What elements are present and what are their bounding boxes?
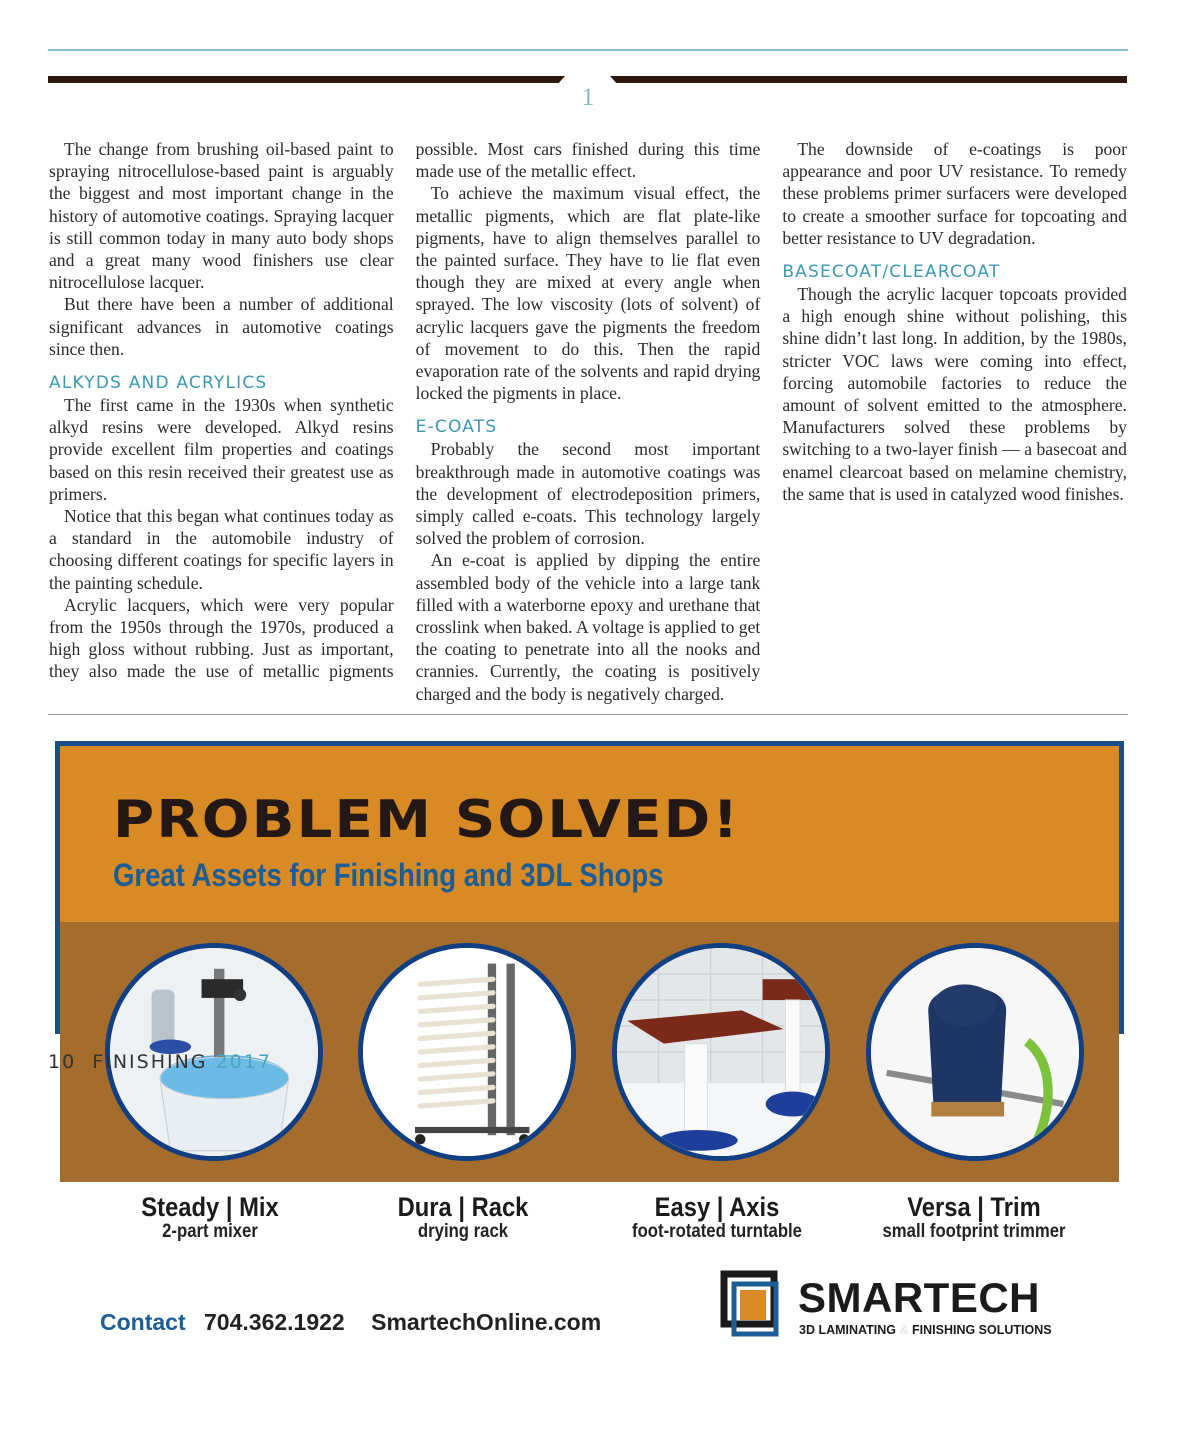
footer-magazine: FINISHING <box>92 1051 208 1073</box>
dura-rack-photo <box>358 943 576 1161</box>
footer-page-number: 10 <box>48 1051 77 1073</box>
product-desc: small footprint trimmer <box>882 1221 1066 1242</box>
contact-website[interactable]: SmartechOnline.com <box>371 1309 602 1335</box>
header-bar-left <box>48 76 565 83</box>
section-divider <box>48 714 1128 715</box>
product-versa-trim <box>854 1192 1094 1243</box>
section-heading: BASECOAT/CLEARCOAT <box>782 262 1001 283</box>
article-paragraph: Acrylic lacquers, which were very popular from the 1950s through the 1970s, produced a high gloss without rubbing. Just as important, they also made the use of metallic pigments possible. Most cars finished during this time made use of the metallic effect. <box>49 139 761 682</box>
contact-phone[interactable]: 704.362.1922 <box>204 1309 345 1335</box>
product-name: Versa | Trim <box>907 1192 1041 1222</box>
article-body <box>49 138 1127 708</box>
ad-headline: PROBLEM SOLVED! <box>113 790 741 850</box>
product-easy-axis <box>597 1192 837 1243</box>
versa-trim-photo <box>866 943 1084 1161</box>
contact-label: Contact <box>100 1309 186 1335</box>
product-steady-mix <box>90 1192 330 1243</box>
logo-tagline-amp: & <box>899 1323 909 1337</box>
logo-wordmark: SMARTECH <box>798 1274 1040 1321</box>
logo-tagline <box>799 1323 1052 1337</box>
product-name: Dura | Rack <box>397 1192 529 1222</box>
page-footer <box>48 1051 272 1073</box>
article-paragraph: The change from brushing oil-based paint to spraying nitrocellulose-based paint is arguably the biggest and most important change in the history of automotive coatings. Spraying lacquer is still common today in many auto body shops and a great many wood finishers use clear nitrocellulose lacquer. <box>49 139 394 293</box>
product-desc: drying rack <box>417 1221 509 1242</box>
article-paragraph: Though the acrylic lacquer topcoats provided a high enough shine without polishing, this shine didn’t last long. In addition, by the 1980s, stricter VOC laws were coming into effect, forcing automobile factories to reduce the amount of solvent emitted to the atmosphere. Manufacturers solved these problems by switching to a two-layer finish — a basecoat and enamel clearcoat based on melamine chemistry, the same that is used in catalyzed wood finishes. <box>782 284 1127 504</box>
product-desc: foot-rotated turntable <box>632 1221 802 1242</box>
smartech-logo-mark-icon <box>720 1270 782 1340</box>
article-paragraph: To achieve the maximum visual effect, the metallic pigments, which are flat plate-like pigments, have to align themselves parallel to the painted surface. They have to lie flat even though they are mixed at every angle when sprayed. The low viscosity (lots of solvent) of acrylic lacquers gave the pigments the freedom of movement to do this. Then the rapid evaporation rate of the solvents and rapid drying locked the pigments in place. <box>415 183 761 404</box>
top-rule <box>48 49 1128 51</box>
article-paragraph: An e-coat is applied by dipping the entire assembled body of the vehicle into a large tank filled with a waterborne epoxy and urethane that crosslink when baked. A voltage is applied to get the coating to penetrate into all the nooks and crannies. Currently, the coating is positively charged and the body is negatively charged. <box>415 550 761 704</box>
article-paragraph: Notice that this began what continues today as a standard in the automobile industry of choosing different coatings for specific layers in the painting schedule. <box>49 506 394 593</box>
article-paragraph: The downside of e-coatings is poor appearance and poor UV resistance. To remedy these problems primer surfacers were developed to create a smoother surface for topcoating and better resistance to UV degradation. <box>782 139 1127 248</box>
section-heading: ALKYDS AND ACRYLICS <box>49 373 268 394</box>
logo-tagline-part: FINISHING SOLUTIONS <box>912 1323 1052 1337</box>
article-paragraph: Probably the second most important breakthrough made in automotive coatings was the development of electrodeposition primers, simply called e-coats. This technology largely solved the problem of corrosion. <box>415 439 761 549</box>
product-name: Steady | Mix <box>141 1192 279 1222</box>
ad-subheadline: Great Assets for Finishing and 3DL Shops <box>113 857 664 893</box>
product-desc: 2-part mixer <box>162 1221 258 1242</box>
ad-contact <box>100 1309 601 1336</box>
logo-tagline-part: 3D LAMINATING <box>799 1323 896 1337</box>
article-paragraph: The first came in the 1930s when synthetic alkyd resins were developed. Alkyd resins provide excellent film properties and coatings based on this resin received their greatest use as primers. <box>49 395 394 504</box>
footer-year: 2017 <box>215 1051 272 1073</box>
header-bar-right <box>610 76 1127 83</box>
product-dura-rack <box>343 1192 583 1243</box>
easy-axis-photo <box>612 943 830 1161</box>
product-name: Easy | Axis <box>654 1192 780 1222</box>
article-paragraph: But there have been a number of additional significant advances in automotive coatings since then. <box>49 294 394 359</box>
page-marker: 1 <box>581 84 595 111</box>
section-heading: E-COATS <box>415 417 498 438</box>
